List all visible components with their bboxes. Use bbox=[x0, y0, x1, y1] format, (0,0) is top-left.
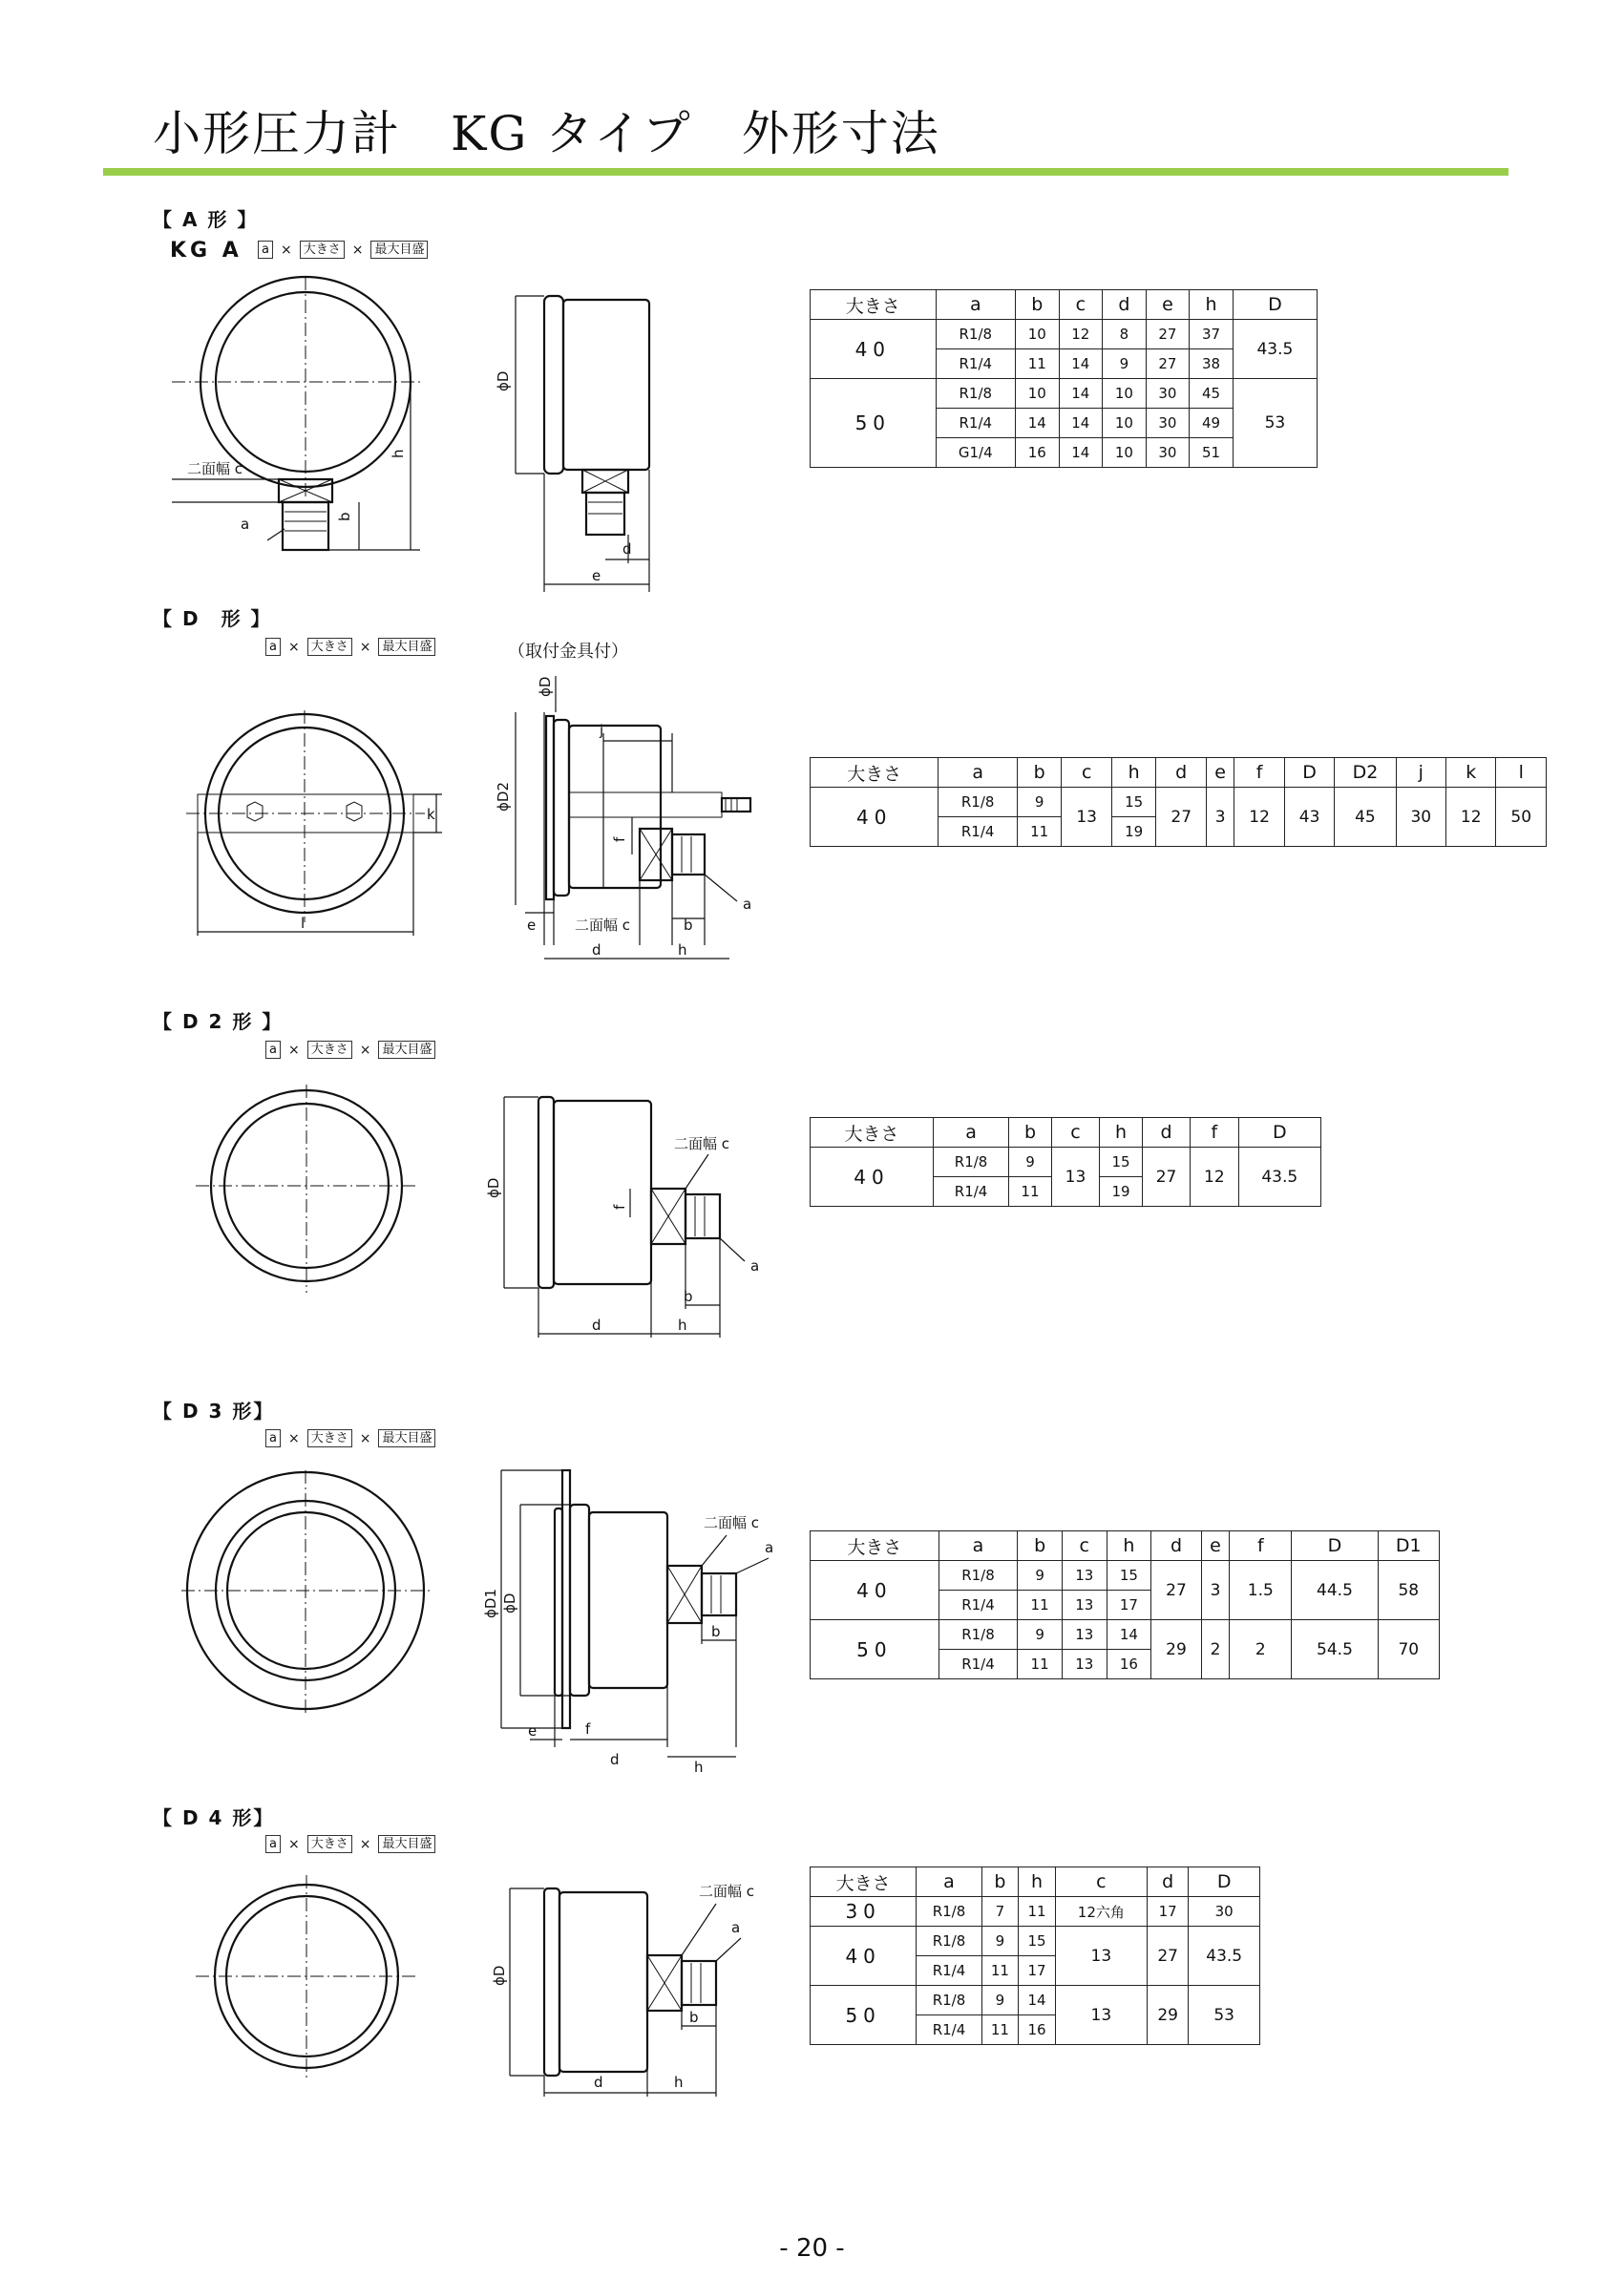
spec-box-size: 大きさ bbox=[307, 1041, 352, 1059]
table-cell: b bbox=[1009, 1118, 1052, 1148]
section-a-table bbox=[810, 289, 1318, 468]
table-cell: d bbox=[1147, 1867, 1188, 1897]
spec-box-size: 大きさ bbox=[300, 241, 345, 259]
times-sign: × bbox=[287, 1042, 300, 1058]
table-cell: 大きさ bbox=[811, 1118, 934, 1148]
col-header: 大きさ bbox=[811, 290, 937, 320]
table-cell: 12 bbox=[1191, 1148, 1238, 1207]
table-cell: 50 bbox=[811, 1620, 939, 1679]
label-b: b bbox=[689, 2009, 699, 2026]
section-a-side-drawing bbox=[487, 286, 678, 592]
label-d: d bbox=[592, 1317, 601, 1334]
table-cell: 10 bbox=[1103, 409, 1147, 438]
table-cell: 17 bbox=[1147, 1897, 1188, 1927]
label-d: d bbox=[610, 1751, 620, 1768]
table-cell: 53 bbox=[1233, 379, 1317, 468]
table-cell: 12 bbox=[1059, 320, 1103, 349]
table-cell: 大きさ bbox=[811, 1531, 939, 1561]
times-sign: × bbox=[359, 639, 371, 655]
table-cell: 14 bbox=[1107, 1620, 1151, 1650]
label-two-face-width: 二面幅 c bbox=[187, 460, 243, 477]
section-d-table bbox=[810, 757, 1547, 847]
table-cell: R1/4 bbox=[917, 2015, 981, 2045]
table-cell: l bbox=[1496, 758, 1547, 788]
times-sign: × bbox=[287, 639, 300, 655]
section-a-spec-boxes bbox=[258, 241, 428, 259]
table-cell: 10 bbox=[1015, 379, 1059, 409]
table-cell: R1/4 bbox=[934, 1177, 1009, 1207]
label-d: d bbox=[592, 941, 601, 959]
table-cell: 7 bbox=[981, 1897, 1019, 1927]
col-header: e bbox=[1146, 290, 1190, 320]
label-phi-d: ϕD bbox=[495, 370, 512, 391]
section-d-note: （取付金具付） bbox=[508, 642, 628, 662]
spec-box-max: 最大目盛 bbox=[378, 1429, 435, 1447]
table-cell: 11 bbox=[1017, 817, 1062, 847]
table-cell: D1 bbox=[1378, 1531, 1439, 1561]
label-e: e bbox=[527, 917, 537, 934]
section-a-model: KG A bbox=[170, 239, 243, 263]
times-sign: × bbox=[287, 1836, 300, 1852]
table-cell: 54.5 bbox=[1292, 1620, 1378, 1679]
label-b: b bbox=[684, 917, 693, 934]
table-cell: 50 bbox=[811, 1986, 917, 2045]
table-cell: 1.5 bbox=[1230, 1561, 1292, 1620]
section-d2-spec-boxes bbox=[265, 1041, 435, 1059]
label-h: h bbox=[674, 2074, 684, 2091]
label-h: h bbox=[678, 1317, 687, 1334]
col-header: a bbox=[936, 290, 1015, 320]
label-h: h bbox=[694, 1759, 704, 1776]
table-cell: 38 bbox=[1190, 349, 1234, 379]
spec-box-a: a bbox=[265, 1429, 281, 1447]
table-cell: 30 bbox=[1146, 409, 1190, 438]
table-cell: 11 bbox=[981, 2015, 1019, 2045]
table-cell: 8 bbox=[1103, 320, 1147, 349]
table-cell: 10 bbox=[1103, 438, 1147, 468]
table-cell: f bbox=[1230, 1531, 1292, 1561]
table-cell: 27 bbox=[1146, 320, 1190, 349]
table-cell: a bbox=[939, 1531, 1018, 1561]
size-cell: 50 bbox=[811, 379, 937, 468]
table-cell: 53 bbox=[1189, 1986, 1260, 2045]
section-d3-front-drawing bbox=[181, 1470, 449, 1719]
table-cell: 3 bbox=[1201, 1561, 1229, 1620]
table-cell: 43 bbox=[1284, 788, 1334, 847]
table-cell: c bbox=[1051, 1118, 1099, 1148]
spec-box-max: 最大目盛 bbox=[378, 638, 435, 656]
label-phi-d2: ϕD2 bbox=[495, 782, 512, 812]
times-sign: × bbox=[359, 1836, 371, 1852]
table-cell: 43.5 bbox=[1189, 1927, 1260, 1986]
table-cell: h bbox=[1107, 1531, 1151, 1561]
section-d4-label: 【 D 4 形】 bbox=[153, 1806, 275, 1829]
label-d: d bbox=[622, 540, 632, 558]
table-cell: 大きさ bbox=[811, 758, 939, 788]
times-sign: × bbox=[359, 1042, 371, 1058]
table-cell: R1/8 bbox=[917, 1927, 981, 1956]
label-two-face-width: 二面幅 c bbox=[704, 1514, 760, 1531]
table-cell: 43.5 bbox=[1233, 320, 1317, 379]
table-cell: 50 bbox=[1496, 788, 1547, 847]
table-cell: 14 bbox=[1019, 1986, 1056, 2015]
size-cell: 40 bbox=[811, 320, 937, 379]
table-cell: 30 bbox=[1146, 438, 1190, 468]
times-sign: × bbox=[287, 1430, 300, 1446]
label-two-face-width: 二面幅 c bbox=[699, 1883, 755, 1900]
table-cell: 30 bbox=[811, 1897, 917, 1927]
table-cell: 14 bbox=[1059, 409, 1103, 438]
section-d2-label: 【 D 2 形 】 bbox=[153, 1010, 284, 1033]
col-header: D bbox=[1233, 290, 1317, 320]
table-cell: R1/8 bbox=[917, 1986, 981, 2015]
table-cell: R1/8 bbox=[934, 1148, 1009, 1177]
table-cell: 40 bbox=[811, 1561, 939, 1620]
section-d-spec-boxes bbox=[265, 638, 435, 656]
label-f: f bbox=[611, 836, 628, 842]
table-cell: a bbox=[934, 1118, 1009, 1148]
table-cell: 16 bbox=[1019, 2015, 1056, 2045]
table-cell: 30 bbox=[1189, 1897, 1260, 1927]
table-cell: R1/4 bbox=[939, 1591, 1018, 1620]
table-cell: 11 bbox=[1018, 1591, 1063, 1620]
table-cell: 9 bbox=[1103, 349, 1147, 379]
table-cell: 58 bbox=[1378, 1561, 1439, 1620]
spec-box-max: 最大目盛 bbox=[378, 1041, 435, 1059]
table-cell: 13 bbox=[1055, 1986, 1147, 2045]
table-cell: c bbox=[1055, 1867, 1147, 1897]
table-cell: h bbox=[1100, 1118, 1143, 1148]
table-cell: 15 bbox=[1111, 788, 1156, 817]
table-cell: 11 bbox=[981, 1956, 1019, 1986]
table-cell: D bbox=[1189, 1867, 1260, 1897]
table-cell: 9 bbox=[1017, 788, 1062, 817]
table-cell: G1/4 bbox=[936, 438, 1015, 468]
title-underline bbox=[103, 168, 1508, 176]
table-cell: 11 bbox=[1018, 1650, 1063, 1679]
table-cell: 19 bbox=[1100, 1177, 1143, 1207]
label-two-face-width: 二面幅 c bbox=[674, 1135, 730, 1152]
table-cell: 12 bbox=[1446, 788, 1496, 847]
spec-box-a: a bbox=[265, 638, 281, 656]
label-f: f bbox=[585, 1720, 591, 1738]
table-cell: 44.5 bbox=[1292, 1561, 1378, 1620]
table-cell: 9 bbox=[981, 1927, 1019, 1956]
section-d4-spec-boxes bbox=[265, 1835, 435, 1853]
table-cell: 49 bbox=[1190, 409, 1234, 438]
table-cell: e bbox=[1201, 1531, 1229, 1561]
table-cell: D bbox=[1292, 1531, 1378, 1561]
table-cell: d bbox=[1156, 758, 1206, 788]
table-cell: 45 bbox=[1190, 379, 1234, 409]
table-cell: R1/4 bbox=[917, 1956, 981, 1986]
page-number: - 20 - bbox=[779, 2234, 845, 2263]
table-cell: 9 bbox=[1018, 1561, 1063, 1591]
table-cell: 9 bbox=[981, 1986, 1019, 2015]
table-cell: 37 bbox=[1190, 320, 1234, 349]
table-cell: f bbox=[1191, 1118, 1238, 1148]
table-cell: 30 bbox=[1146, 379, 1190, 409]
col-header: h bbox=[1190, 290, 1234, 320]
table-cell: 19 bbox=[1111, 817, 1156, 847]
table-cell: f bbox=[1234, 758, 1284, 788]
times-sign: × bbox=[359, 1430, 371, 1446]
table-cell: 27 bbox=[1146, 349, 1190, 379]
label-b: b bbox=[684, 1288, 693, 1305]
label-b: b bbox=[336, 512, 353, 521]
table-cell: b bbox=[1017, 758, 1062, 788]
table-cell: R1/4 bbox=[936, 409, 1015, 438]
table-cell: 40 bbox=[811, 788, 939, 847]
table-cell: d bbox=[1151, 1531, 1202, 1561]
table-cell: k bbox=[1446, 758, 1496, 788]
table-cell: R1/8 bbox=[936, 320, 1015, 349]
label-a: a bbox=[743, 896, 752, 913]
table-cell: 大きさ bbox=[811, 1867, 917, 1897]
table-cell: 30 bbox=[1396, 788, 1445, 847]
table-cell: 13 bbox=[1062, 788, 1111, 847]
spec-box-max: 最大目盛 bbox=[378, 1835, 435, 1853]
table-cell: 2 bbox=[1201, 1620, 1229, 1679]
label-phi-d: ϕD bbox=[501, 1592, 518, 1614]
label-phi-d: ϕD bbox=[491, 1965, 508, 1986]
table-cell: 15 bbox=[1019, 1927, 1056, 1956]
spec-box-a: a bbox=[265, 1835, 281, 1853]
table-cell: 16 bbox=[1107, 1650, 1151, 1679]
table-cell: 9 bbox=[1018, 1620, 1063, 1650]
table-cell: 29 bbox=[1147, 1986, 1188, 2045]
col-header: b bbox=[1015, 290, 1059, 320]
table-cell: h bbox=[1111, 758, 1156, 788]
table-cell: 17 bbox=[1019, 1956, 1056, 1986]
table-cell: D bbox=[1238, 1118, 1320, 1148]
section-d-front-drawing bbox=[186, 707, 453, 955]
table-cell: 40 bbox=[811, 1148, 934, 1207]
table-cell: 51 bbox=[1190, 438, 1234, 468]
table-cell: 43.5 bbox=[1238, 1148, 1320, 1207]
table-cell: 16 bbox=[1015, 438, 1059, 468]
section-d4-front-drawing bbox=[196, 1881, 444, 2110]
section-d-side-drawing bbox=[487, 668, 792, 974]
label-phi-d1: ϕD1 bbox=[482, 1589, 499, 1618]
label-a: a bbox=[241, 516, 250, 533]
label-two-face-width: 二面幅 c bbox=[575, 917, 631, 934]
spec-box-a: a bbox=[258, 241, 273, 259]
spec-box-size: 大きさ bbox=[307, 1835, 352, 1853]
label-e: e bbox=[528, 1722, 538, 1740]
table-cell: 14 bbox=[1059, 349, 1103, 379]
table-cell: b bbox=[981, 1867, 1019, 1897]
table-cell: R1/8 bbox=[917, 1897, 981, 1927]
section-d-label: 【 D 形 】 bbox=[153, 607, 272, 630]
label-phi-d: ϕD bbox=[485, 1177, 502, 1198]
table-cell: 45 bbox=[1335, 788, 1396, 847]
table-cell: 27 bbox=[1151, 1561, 1202, 1620]
table-cell: 15 bbox=[1100, 1148, 1143, 1177]
table-cell: R1/4 bbox=[936, 349, 1015, 379]
table-cell: b bbox=[1018, 1531, 1063, 1561]
table-cell: 12 bbox=[1234, 788, 1284, 847]
table-cell: 3 bbox=[1206, 788, 1234, 847]
table-cell: 13 bbox=[1055, 1927, 1147, 1986]
times-sign: × bbox=[351, 242, 364, 258]
times-sign: × bbox=[280, 242, 292, 258]
label-d: d bbox=[594, 2074, 603, 2091]
section-d3-spec-boxes bbox=[265, 1429, 435, 1447]
label-a: a bbox=[731, 1919, 741, 1936]
table-cell: R1/8 bbox=[936, 379, 1015, 409]
table-cell: 11 bbox=[1015, 349, 1059, 379]
table-cell: 15 bbox=[1107, 1561, 1151, 1591]
section-a-label: 【 A 形 】 bbox=[153, 208, 259, 231]
table-cell: D2 bbox=[1335, 758, 1396, 788]
label-h: h bbox=[678, 941, 687, 959]
table-cell: 10 bbox=[1015, 320, 1059, 349]
col-header: c bbox=[1059, 290, 1103, 320]
table-cell: R1/8 bbox=[939, 1620, 1018, 1650]
table-cell: 70 bbox=[1378, 1620, 1439, 1679]
table-cell: 13 bbox=[1062, 1650, 1107, 1679]
table-cell: c bbox=[1062, 758, 1111, 788]
table-cell: e bbox=[1206, 758, 1234, 788]
spec-box-size: 大きさ bbox=[307, 638, 352, 656]
section-d2-side-drawing bbox=[487, 1093, 773, 1351]
label-j: j bbox=[600, 722, 604, 739]
table-cell: 27 bbox=[1147, 1927, 1188, 1986]
section-d4-table bbox=[810, 1867, 1260, 2045]
table-cell: 9 bbox=[1009, 1148, 1052, 1177]
table-cell: 13 bbox=[1062, 1591, 1107, 1620]
table-cell: 11 bbox=[1019, 1897, 1056, 1927]
table-cell: 11 bbox=[1009, 1177, 1052, 1207]
table-cell: 2 bbox=[1230, 1620, 1292, 1679]
table-cell: 13 bbox=[1051, 1148, 1099, 1207]
page-title: 小形圧力計 KG タイプ 外形寸法 bbox=[153, 106, 940, 161]
label-a: a bbox=[750, 1257, 760, 1275]
table-cell: R1/4 bbox=[939, 817, 1017, 847]
col-header: d bbox=[1103, 290, 1147, 320]
table-cell: 12六角 bbox=[1055, 1897, 1147, 1927]
label-e: e bbox=[592, 567, 601, 584]
table-cell: d bbox=[1142, 1118, 1190, 1148]
label-l: l bbox=[301, 915, 306, 932]
label-f: f bbox=[611, 1204, 628, 1210]
section-d2-table bbox=[810, 1117, 1321, 1207]
table-cell: a bbox=[939, 758, 1017, 788]
table-cell: 14 bbox=[1015, 409, 1059, 438]
section-d2-front-drawing bbox=[196, 1088, 444, 1327]
table-cell: a bbox=[917, 1867, 981, 1897]
table-cell: j bbox=[1396, 758, 1445, 788]
label-a: a bbox=[765, 1539, 774, 1556]
section-d4-side-drawing bbox=[487, 1871, 773, 2110]
table-cell: 27 bbox=[1142, 1148, 1190, 1207]
table-cell: 40 bbox=[811, 1927, 917, 1986]
table-cell: R1/4 bbox=[939, 1650, 1018, 1679]
table-cell: 13 bbox=[1062, 1620, 1107, 1650]
label-b: b bbox=[711, 1623, 721, 1640]
table-cell: R1/8 bbox=[939, 1561, 1018, 1591]
table-cell: D bbox=[1284, 758, 1334, 788]
section-d3-label: 【 D 3 形】 bbox=[153, 1400, 275, 1423]
spec-box-max: 最大目盛 bbox=[370, 241, 428, 259]
table-cell: 14 bbox=[1059, 379, 1103, 409]
table-cell: h bbox=[1019, 1867, 1056, 1897]
section-d3-side-drawing bbox=[482, 1470, 788, 1776]
table-cell: 17 bbox=[1107, 1591, 1151, 1620]
label-h: h bbox=[390, 449, 407, 458]
table-cell: 10 bbox=[1103, 379, 1147, 409]
table-cell: c bbox=[1062, 1531, 1107, 1561]
label-k: k bbox=[427, 806, 435, 823]
spec-box-size: 大きさ bbox=[307, 1429, 352, 1447]
table-cell: 29 bbox=[1151, 1620, 1202, 1679]
table-cell: 13 bbox=[1062, 1561, 1107, 1591]
spec-box-a: a bbox=[265, 1041, 281, 1059]
table-cell: 27 bbox=[1156, 788, 1206, 847]
section-d3-table bbox=[810, 1530, 1440, 1679]
table-cell: 14 bbox=[1059, 438, 1103, 468]
label-phi-d: ϕD bbox=[537, 676, 554, 697]
table-cell: R1/8 bbox=[939, 788, 1017, 817]
